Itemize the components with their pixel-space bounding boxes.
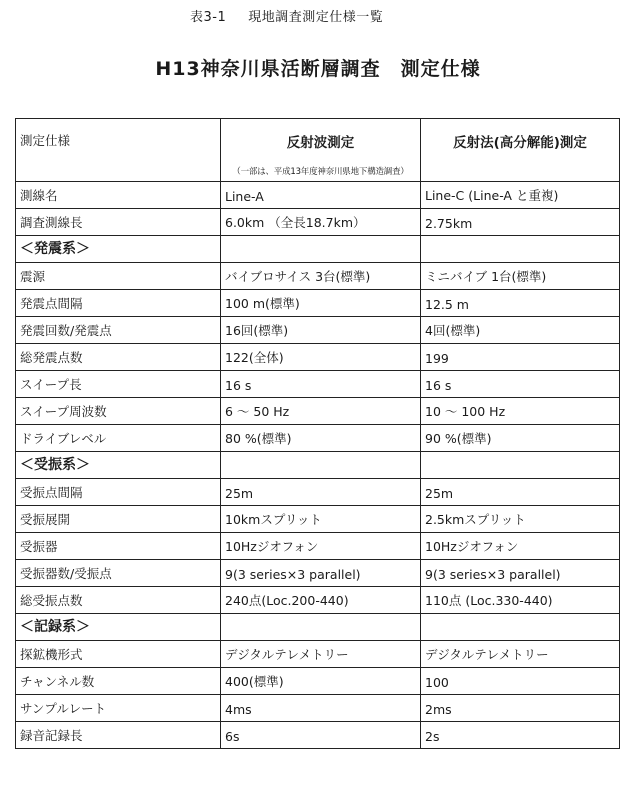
reflection-value-cell: 240点(Loc.200-440)	[221, 587, 421, 614]
highres-value-cell: 2.75km	[421, 209, 620, 236]
spec-table-body	[16, 119, 620, 749]
header-highres-cell: 反射法(高分解能)測定	[421, 119, 620, 182]
row-label-cell: 受振器	[16, 533, 221, 560]
table-row	[16, 317, 620, 344]
table-row	[16, 263, 620, 290]
table-row	[16, 398, 620, 425]
row-label-cell: 受振器数/受振点	[16, 560, 221, 587]
highres-value-cell	[421, 452, 620, 479]
row-label-cell: 探鉱機形式	[16, 641, 221, 668]
reflection-value-cell: 400(標準)	[221, 668, 421, 695]
reflection-value-cell: バイブロサイス 3台(標準)	[221, 263, 421, 290]
highres-value-cell: 16 s	[421, 371, 620, 398]
row-label-cell: スイープ長	[16, 371, 221, 398]
row-label-cell: スイープ周波数	[16, 398, 221, 425]
row-label-cell: 発震点間隔	[16, 290, 221, 317]
row-label-cell: ドライブレベル	[16, 425, 221, 452]
reflection-value-cell: 4ms	[221, 695, 421, 722]
reflection-value-cell: 6 ～ 50 Hz	[221, 398, 421, 425]
reflection-value-cell: 16回(標準)	[221, 317, 421, 344]
highres-value-cell: 90 %(標準)	[421, 425, 620, 452]
reflection-value-cell: 10kmスプリット	[221, 506, 421, 533]
table-row	[16, 182, 620, 209]
row-label-cell: 録音記録長	[16, 722, 221, 749]
highres-value-cell: 2.5kmスプリット	[421, 506, 620, 533]
row-label-cell: 受振点間隔	[16, 479, 221, 506]
table-row	[16, 371, 620, 398]
row-label-cell: チャンネル数	[16, 668, 221, 695]
page-title: H13神奈川県活断層調査 測定仕様	[155, 58, 481, 80]
section-row	[16, 614, 620, 641]
highres-value-cell: 110点 (Loc.330-440)	[421, 587, 620, 614]
table-row	[16, 641, 620, 668]
row-label-cell: 調査測線長	[16, 209, 221, 236]
highres-value-cell: 100	[421, 668, 620, 695]
reflection-value-cell	[221, 236, 421, 263]
reflection-value-cell: デジタルテレメトリー	[221, 641, 421, 668]
table-row	[16, 668, 620, 695]
reflection-value-cell: 10Hzジオフォン	[221, 533, 421, 560]
reflection-value-cell: 6s	[221, 722, 421, 749]
highres-value-cell: デジタルテレメトリー	[421, 641, 620, 668]
row-label-cell: 総発震点数	[16, 344, 221, 371]
table-row	[16, 695, 620, 722]
highres-value-cell: ミニバイブ 1台(標準)	[421, 263, 620, 290]
table-row	[16, 722, 620, 749]
table-row	[16, 209, 620, 236]
row-label-cell: 発震回数/発震点	[16, 317, 221, 344]
table-row	[16, 533, 620, 560]
highres-value-cell: 12.5 m	[421, 290, 620, 317]
table-row	[16, 587, 620, 614]
reflection-value-cell: 9(3 series×3 parallel)	[221, 560, 421, 587]
table-row	[16, 506, 620, 533]
highres-value-cell: Line-C (Line-A と重複)	[421, 182, 620, 209]
header-reflection-note: （一部は、平成13年度神奈川県地下構造調査）	[232, 167, 409, 177]
table-row	[16, 344, 620, 371]
section-row	[16, 452, 620, 479]
row-label-cell: 震源	[16, 263, 221, 290]
highres-value-cell: 2ms	[421, 695, 620, 722]
table-row	[16, 290, 620, 317]
reflection-value-cell: 16 s	[221, 371, 421, 398]
table-row	[16, 560, 620, 587]
row-label-cell: ＜記録系＞	[16, 614, 221, 641]
reflection-value-cell: 122(全体)	[221, 344, 421, 371]
highres-value-cell	[421, 614, 620, 641]
header-reflection-cell	[221, 119, 421, 182]
header-reflection-title: 反射波測定	[286, 135, 355, 151]
caption-number: 表3-1	[190, 10, 227, 25]
highres-value-cell: 10Hzジオフォン	[421, 533, 620, 560]
row-label-cell: サンプルレート	[16, 695, 221, 722]
row-label-cell: 受振展開	[16, 506, 221, 533]
spec-table	[15, 118, 620, 749]
table-row	[16, 425, 620, 452]
row-label-cell: 総受振点数	[16, 587, 221, 614]
table-row	[16, 479, 620, 506]
table-header-row	[16, 119, 620, 182]
highres-value-cell: 4回(標準)	[421, 317, 620, 344]
row-label-cell: ＜受振系＞	[16, 452, 221, 479]
row-label-cell: ＜発震系＞	[16, 236, 221, 263]
section-row	[16, 236, 620, 263]
reflection-value-cell: 25m	[221, 479, 421, 506]
highres-value-cell: 2s	[421, 722, 620, 749]
reflection-value-cell	[221, 614, 421, 641]
reflection-value-cell: Line-A	[221, 182, 421, 209]
highres-value-cell: 25m	[421, 479, 620, 506]
reflection-value-cell: 100 m(標準)	[221, 290, 421, 317]
highres-value-cell	[421, 236, 620, 263]
header-label-cell: 測定仕様	[16, 119, 221, 182]
highres-value-cell: 199	[421, 344, 620, 371]
reflection-value-cell	[221, 452, 421, 479]
highres-value-cell: 9(3 series×3 parallel)	[421, 560, 620, 587]
table-caption	[190, 6, 383, 25]
reflection-value-cell: 6.0km （全長18.7km）	[221, 209, 421, 236]
highres-value-cell: 10 ～ 100 Hz	[421, 398, 620, 425]
caption-text: 現地調査測定仕様一覧	[248, 10, 384, 25]
reflection-value-cell: 80 %(標準)	[221, 425, 421, 452]
row-label-cell: 測線名	[16, 182, 221, 209]
